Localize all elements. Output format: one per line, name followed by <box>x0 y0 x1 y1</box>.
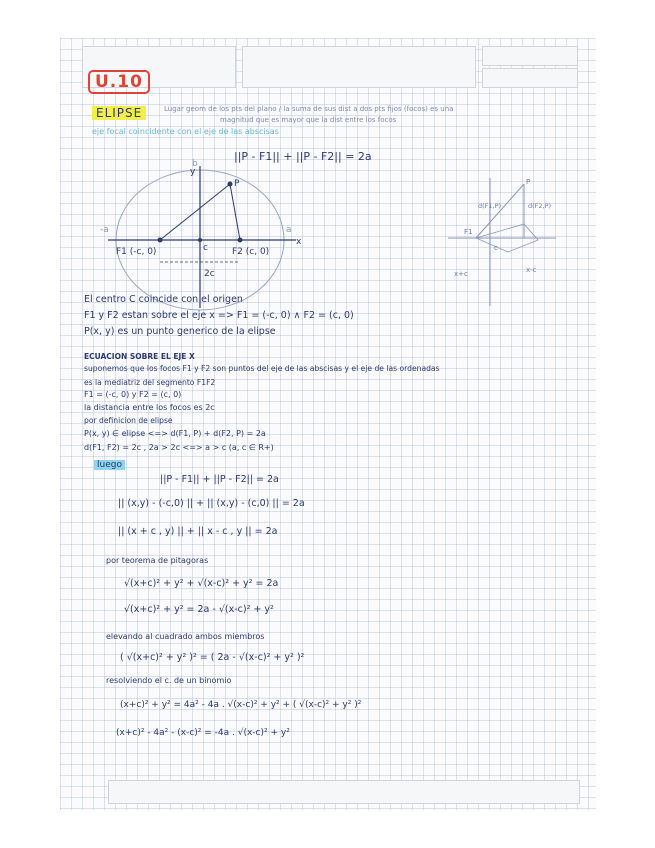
y-axis-label: y <box>190 167 196 177</box>
step-10: (x+c)² + y² = 4a² - 4a . √(x-c)² + y² + ( √(x-c)² + y² )² <box>120 700 362 710</box>
note-line-1: El centro C coincide con el origen <box>84 294 243 305</box>
step-4-note: por teorema de pitagoras <box>106 556 209 565</box>
suppose-line-7: d(F1, F2) = 2c , 2a > 2c <=> a > c (a, c ∈ R+) <box>84 443 274 452</box>
sketch-c-label: c <box>494 244 498 252</box>
sketch-left-label: x+c <box>454 270 468 278</box>
luego-highlight: luego <box>94 460 125 470</box>
note-line-3: P(x, y) es un punto generico de la elipse <box>84 326 276 337</box>
section-title: ECUACION SOBRE EL EJE X <box>84 352 195 361</box>
point-center <box>198 238 202 242</box>
main-formula: ||P - F1|| + ||P - F2|| = 2a <box>234 150 372 163</box>
suppose-line-6: P(x, y) ∈ elipse <=> d(F1, P) + d(F2, P) = 2a <box>84 429 266 438</box>
suppose-line-3: F1 = (-c, 0) y F2 = (c, 0) <box>84 390 182 399</box>
label-2c: 2c <box>204 269 215 279</box>
topic-title: ELIPSE <box>92 106 146 120</box>
step-9-note: resolviendo el c. de un binomio <box>106 676 232 685</box>
point-p-label: P <box>234 179 240 189</box>
sketch-segment-1 <box>476 184 524 238</box>
right-vertex-label: a <box>286 225 292 235</box>
segment-f2-p <box>230 184 240 240</box>
footer-box <box>108 780 580 804</box>
step-6: √(x+c)² + y² = 2a - √(x-c)² + y² <box>124 604 274 615</box>
center-label: c <box>203 243 208 253</box>
distance-sketch <box>448 178 558 308</box>
step-8: ( √(x+c)² + y² )² = ( 2a - √(x-c)² + y² )² <box>120 652 305 663</box>
suppose-line-2: es la mediatriz del segmento F1F2 <box>84 378 216 387</box>
point-p <box>228 182 233 187</box>
intro-line-1: Lugar geom de los pts del plano / la suma de sus dist a dos pts fijos (focos) es una <box>164 105 454 113</box>
unit-label: U.10 <box>88 70 150 94</box>
focus-2-label: F2 (c, 0) <box>232 247 270 257</box>
notebook-page <box>60 38 596 810</box>
point-f2 <box>238 238 243 243</box>
step-2: || (x,y) - (-c,0) || + || (x,y) - (c,0) || = 2a <box>118 498 305 509</box>
suppose-line-5: por definicion de elipse <box>84 416 173 425</box>
point-f1 <box>158 238 163 243</box>
step-5: √(x+c)² + y² + √(x-c)² + y² = 2a <box>124 578 279 589</box>
intro-line-2: magnitud que es mayor que la dist entre los focos <box>220 116 397 124</box>
sketch-d2-label: d(F2,P) <box>528 202 552 210</box>
header-box-right-bottom <box>482 68 578 88</box>
suppose-line-4: la distancia entre los focos es 2c <box>84 403 215 412</box>
header-box-center <box>242 46 476 88</box>
step-7-note: elevando al cuadrado ambos miembros <box>106 632 265 641</box>
note-line-2: F1 y F2 estan sobre el eje x => F1 = (-c, 0) ∧ F2 = (c, 0) <box>84 310 354 321</box>
segment-f1-p <box>160 184 230 240</box>
step-11: (x+c)² - 4a² - (x-c)² = -4a . √(x-c)² + y² <box>116 728 290 738</box>
sketch-d1-label: d(F1,P) <box>478 202 502 210</box>
step-3: || (x + c , y) || + || x - c , y || = 2a <box>118 526 278 537</box>
top-vertex-label: b <box>192 159 198 169</box>
sketch-p-label: P <box>526 178 531 186</box>
step-1: ||P - F1|| + ||P - F2|| = 2a <box>160 474 279 485</box>
sketch-right-label: x-c <box>526 266 537 274</box>
header-box-right-top <box>482 46 578 66</box>
sketch-f1-label: F1 <box>464 228 473 236</box>
left-vertex-label: -a <box>100 225 109 235</box>
focus-1-label: F1 (-c, 0) <box>116 247 157 257</box>
intro-line-3: eje focal coincidente con el eje de las abscisas <box>92 127 279 136</box>
x-axis-label: x <box>296 237 302 247</box>
ellipse-diagram <box>100 159 302 312</box>
suppose-line-1: suponemos que los focos F1 y F2 son puntos del eje de las abscisas y el eje de las ordenadas <box>84 364 440 373</box>
